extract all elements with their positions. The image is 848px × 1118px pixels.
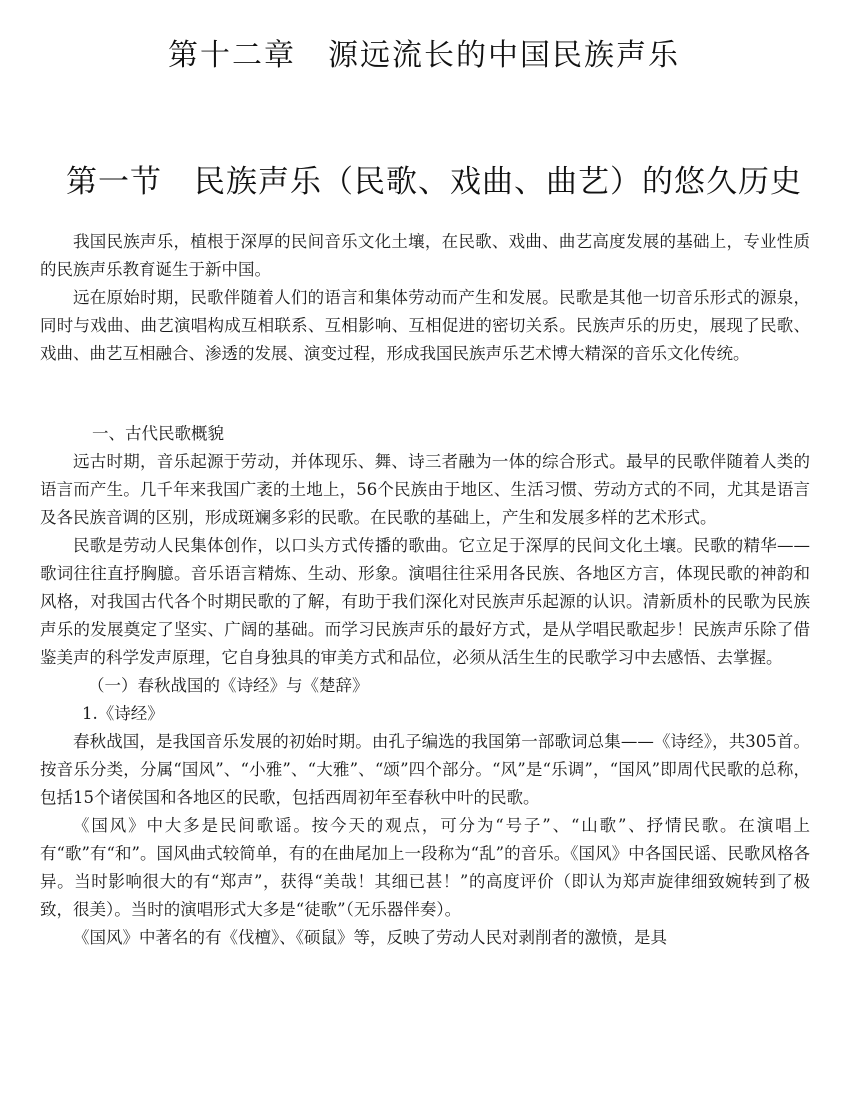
heading-shijing-chuci: （一）春秋战国的《诗经》与《楚辞》 <box>88 676 369 695</box>
chapter-title: 第十二章 源远流长的中国民族声乐 <box>168 38 680 73</box>
heading-shijing: 1.《诗经》 <box>82 704 164 723</box>
body-paragraph: 《国风》中大多是民间歌谣。按今天的观点，可分为“号子”、“山歌”、抒情民歌。在演唱上有“歌”有“和”。国风曲式较简单，有的在曲尾加上一段称为“乱”的音乐。《国风》中各国民谣、民歌风格各异。当时影响很大的有“郑声”，获得“美哉！其细已甚！”的高度评价（即认为郑声旋律细致婉转到了极致，很美）。当时的演唱形式大多是“徒歌”（无乐器伴奏）。 <box>40 816 810 919</box>
intro-paragraph: 远在原始时期，民歌伴随着人们的语言和集体劳动而产生和发展。民歌是其他一切音乐形式的源泉，同时与戏曲、曲艺演唱构成互相联系、互相影响、互相促进的密切关系。民族声乐的历史，展现了民歌、戏曲、曲艺互相融合、渗透的发展、演变过程，形成我国民族声乐艺术博大精深的音乐文化传统。 <box>40 288 810 363</box>
body-paragraph: 《国风》中著名的有《伐檀》、《硕鼠》等，反映了劳动人民对剥削者的激愤，是具 <box>73 928 667 947</box>
body-paragraph: 春秋战国，是我国音乐发展的初始时期。由孔子编选的我国第一部歌词总集——《诗经》，共305首。按音乐分类，分属“国风”、“小雅”、“大雅”、“颂”四个部分。“风”是“乐调”，“国风”即周代民歌的总称，包括15个诸侯国和各地区的民歌，包括西周初年至春秋中叶的民歌。 <box>40 732 810 807</box>
heading-ancient-folk-songs: 一、古代民歌概貌 <box>92 424 224 443</box>
section1-block <box>40 420 810 952</box>
body-paragraph: 远古时期，音乐起源于劳动，并体现乐、舞、诗三者融为一体的综合形式。最早的民歌伴随着人类的语言而产生。几千年来我国广袤的土地上，56个民族由于地区、生活习惯、劳动方式的不同，尤其是语言及各民族音调的区别，形成斑斓多彩的民歌。在民歌的基础上，产生和发展多样的艺术形式。 <box>40 452 810 527</box>
intro-block <box>40 228 810 368</box>
body-paragraph: 民歌是劳动人民集体创作，以口头方式传播的歌曲。它立足于深厚的民间文化土壤。民歌的精华——歌词往往直抒胸臆。音乐语言精炼、生动、形象。演唱往往采用各民族、各地区方言，体现民歌的神韵和风格，对我国古代各个时期民歌的了解，有助于我们深化对民族声乐起源的认识。清新质朴的民歌为民族声乐的发展奠定了坚实、广阔的基础。而学习民族声乐的最好方式，是从学唱民歌起步！民族声乐除了借鉴美声的科学发声原理，它自身独具的审美方式和品位，必须从活生生的民歌学习中去感悟、去掌握。 <box>40 536 810 667</box>
section-title: 第一节 民族声乐（民歌、戏曲、曲艺）的悠久历史 <box>66 164 802 200</box>
intro-paragraph: 我国民族声乐，植根于深厚的民间音乐文化土壤，在民歌、戏曲、曲艺高度发展的基础上，专业性质的民族声乐教育诞生于新中国。 <box>40 232 810 279</box>
